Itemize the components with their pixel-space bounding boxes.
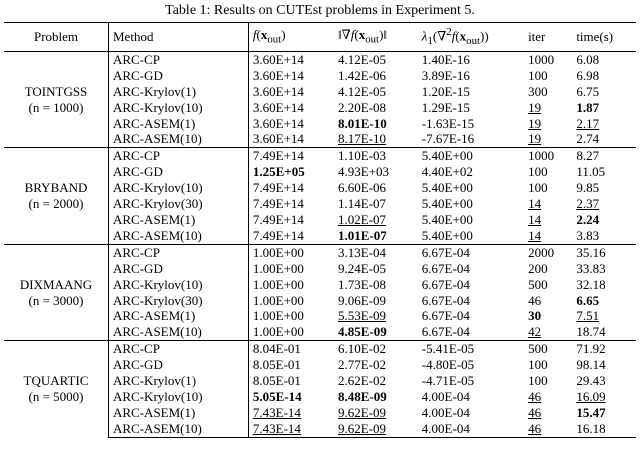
f-cell: 5.05E-14 [252,388,302,404]
method-cell: ARC-CP [109,244,249,260]
header-time: time(s) [572,23,636,52]
l-cell: -1.63E-15 [421,115,475,131]
iter-cell: 14 [528,227,542,243]
method-cell: ARC-Krylov(10) [109,180,249,196]
method-cell: ARC-ASEM(10) [109,324,249,340]
iter-cell: 30 [528,308,542,324]
l-cell: 4.40E+02 [421,164,473,180]
table-row [4,244,636,260]
time-cell: 16.18 [572,421,636,437]
l-cell: 6.67E-04 [421,260,470,276]
method-cell: ARC-Krylov(10) [109,389,249,405]
problem-size: (n = 2000) [28,196,84,212]
iter-cell: 500 [524,341,572,357]
l-cell: 6.67E-04 [421,324,470,340]
f-cell: 3.60E+14 [252,99,304,115]
iter-cell: 100 [528,373,548,389]
method-cell: ARC-ASEM(1) [109,116,249,132]
f-cell: 1.00E+00 [252,324,304,340]
time-cell: 2.24 [576,211,600,227]
header-fval: $f(x_{out})$ [248,23,334,52]
method-cell: ARC-ASEM(10) [109,228,249,244]
l-cell: 5.40E+00 [421,227,473,243]
iter-cell: 46 [528,292,542,308]
problem-name: BRYBAND [24,180,88,196]
header-iter: iter [524,23,572,52]
iter-cell: 100 [528,67,548,83]
time-cell: 2.74 [576,131,600,147]
time-cell: 71.92 [572,341,636,357]
problem-cell [4,244,109,340]
f-cell: 3.60E+14 [252,131,304,147]
header-min-eig: $\lambda_1(\nabla^2f(x_{out}))$ [418,23,524,52]
method-cell: ARC-ASEM(1) [109,212,249,228]
iter-cell: 500 [528,276,548,292]
problem-cell [4,148,109,244]
f-cell: 7.43E-14 [252,404,301,420]
g-cell: 1.01E-07 [338,227,387,243]
time-cell: 2.17 [576,115,600,131]
f-cell: 1.00E+00 [252,308,304,324]
f-cell: 7.49E+14 [252,196,304,212]
time-cell: 8.27 [572,148,636,164]
method-cell: ARC-Krylov(1) [109,84,249,100]
l-cell: -5.41E-05 [418,341,524,357]
method-cell: ARC-CP [109,51,249,67]
f-cell: 3.60E+14 [252,51,304,67]
method-cell: ARC-Krylov(30) [109,293,249,309]
g-cell: 9.24E-05 [338,260,387,276]
iter-cell: 200 [528,260,548,276]
l-cell: 1.40E-16 [421,51,470,67]
iter-cell: 300 [528,83,548,99]
f-cell: 1.00E+00 [252,276,304,292]
method-cell: ARC-CP [109,341,249,357]
iter-cell: 1000 [528,51,555,67]
f-cell: 1.25E+05 [252,164,305,180]
l-cell: 4.00E-04 [418,421,524,437]
l-cell: 5.40E+00 [421,196,473,212]
method-cell: ARC-Krylov(30) [109,196,249,212]
time-cell: 6.08 [576,51,600,67]
iter-cell: 14 [528,211,542,227]
iter-cell: 1000 [524,148,572,164]
problem-size: (n = 5000) [28,389,84,405]
g-cell: 2.20E-08 [338,99,387,115]
results-table [4,22,636,438]
l-cell: 6.67E-04 [421,292,470,308]
method-cell: ARC-GD [109,357,249,373]
iter-cell: 19 [528,131,542,147]
g-cell: 2.62E-02 [338,373,387,389]
g-cell: 1.73E-08 [338,276,387,292]
f-cell: 7.43E-14 [248,421,334,437]
header-grad-norm: $‖\nabla f(x_{out})‖$ [334,23,418,52]
method-cell: ARC-ASEM(1) [109,405,249,421]
g-cell: 8.01E-10 [338,115,387,131]
method-cell: ARC-Krylov(1) [109,373,249,389]
iter-cell: 46 [528,404,542,420]
method-cell: ARC-Krylov(10) [109,277,249,293]
problem-cell [4,51,109,147]
time-cell: 16.09 [576,388,606,404]
problem-size: (n = 1000) [28,99,84,115]
method-cell: ARC-GD [109,164,249,180]
iter-cell: 42 [528,324,542,340]
g-cell: 5.53E-09 [338,308,387,324]
table-caption: Table 1: Results on CUTEst problems in Experiment 5. [165,3,475,18]
time-cell: 1.87 [576,99,600,115]
method-cell: ARC-GD [109,261,249,277]
problem-name: TOINTGSS [24,83,88,99]
g-cell: 1.02E-07 [338,211,387,227]
method-cell: ARC-Krylov(10) [109,100,249,116]
method-cell: ARC-CP [109,148,249,164]
time-cell: 9.85 [576,180,600,196]
time-cell: 33.83 [576,260,606,276]
g-cell: 4.85E-09 [338,324,387,340]
l-cell: 5.40E+00 [421,180,473,196]
g-cell: 9.62E-09 [334,421,418,437]
l-cell: 6.67E-04 [421,276,470,292]
iter-cell: 2000 [524,244,572,260]
time-cell: 18.74 [576,324,606,340]
method-cell: ARC-GD [109,68,249,84]
problem-name: DIXMAANG [19,276,93,292]
time-cell: 15.47 [576,404,606,420]
l-cell: 4.00E-04 [421,388,470,404]
time-cell: 6.65 [576,292,600,308]
table-row [4,148,636,164]
problem-name: TQUARTIC [23,373,89,389]
time-cell: 3.83 [576,227,600,243]
time-cell: 35.16 [572,244,636,260]
g-cell: 1.14E-07 [338,196,387,212]
l-cell: 5.40E+00 [421,211,473,227]
table-header [4,23,636,52]
l-cell: 1.29E-15 [421,99,470,115]
problem-size: (n = 3000) [28,292,84,308]
f-cell: 8.05E-01 [252,373,301,389]
l-cell: -7.67E-16 [421,131,475,147]
iter-cell: 19 [528,115,542,131]
g-cell: 8.48E-09 [338,388,387,404]
table-body [4,51,636,437]
g-cell: 8.17E-10 [338,131,387,147]
time-cell: 98.14 [576,357,606,373]
iter-cell: 19 [528,99,542,115]
g-cell: 6.10E-02 [334,341,418,357]
method-cell: ARC-ASEM(10) [109,131,249,147]
f-cell: 7.49E+14 [252,211,304,227]
method-cell: ARC-ASEM(1) [109,308,249,324]
iter-cell: 100 [528,180,548,196]
header-method: Method [109,23,249,52]
f-cell: 3.60E+14 [252,83,304,99]
g-cell: 6.60E-06 [338,180,387,196]
problem-cell [4,341,109,437]
f-cell: 1.00E+00 [252,260,304,276]
f-cell: 7.49E+14 [252,227,304,243]
f-cell: 8.04E-01 [248,341,334,357]
l-cell: 4.00E-04 [421,404,470,420]
l-cell: -4.71E-05 [421,373,475,389]
iter-cell: 100 [528,164,548,180]
l-cell: 6.67E-04 [418,244,524,260]
time-cell: 6.98 [576,67,600,83]
g-cell: 9.62E-09 [338,404,387,420]
table-row [4,51,636,67]
l-cell: 1.20E-15 [421,83,470,99]
l-cell: 3.89E-16 [421,67,470,83]
f-cell: 3.60E+14 [252,115,304,131]
time-cell: 2.37 [576,196,600,212]
time-cell: 32.18 [576,276,606,292]
iter-cell: 46 [524,421,572,437]
g-cell: 9.06E-09 [338,292,387,308]
time-cell: 6.75 [576,83,600,99]
l-cell: -4.80E-05 [421,357,475,373]
l-cell: 5.40E+00 [418,148,524,164]
f-cell: 7.49E+14 [248,148,334,164]
iter-cell: 14 [528,196,542,212]
table-row [4,341,636,357]
g-cell: 1.42E-06 [338,67,387,83]
header-row [4,23,636,52]
g-cell: 4.93E+03 [338,164,390,180]
time-cell: 11.05 [576,164,606,180]
iter-cell: 100 [528,357,548,373]
method-cell: ARC-ASEM(10) [109,421,249,437]
f-cell: 1.00E+00 [252,292,304,308]
header-problem: Problem [4,23,109,52]
f-cell: 8.05E-01 [252,357,301,373]
g-cell: 1.10E-03 [334,148,418,164]
f-cell: 1.00E+00 [248,244,334,260]
time-cell: 29.43 [576,373,606,389]
g-cell: 4.12E-05 [338,51,387,67]
f-cell: 7.49E+14 [252,180,304,196]
time-cell: 7.51 [576,308,600,324]
l-cell: 6.67E-04 [421,308,470,324]
g-cell: 2.77E-02 [338,357,387,373]
g-cell: 3.13E-04 [334,244,418,260]
f-cell: 3.60E+14 [252,67,304,83]
iter-cell: 46 [528,388,542,404]
g-cell: 4.12E-05 [338,83,387,99]
